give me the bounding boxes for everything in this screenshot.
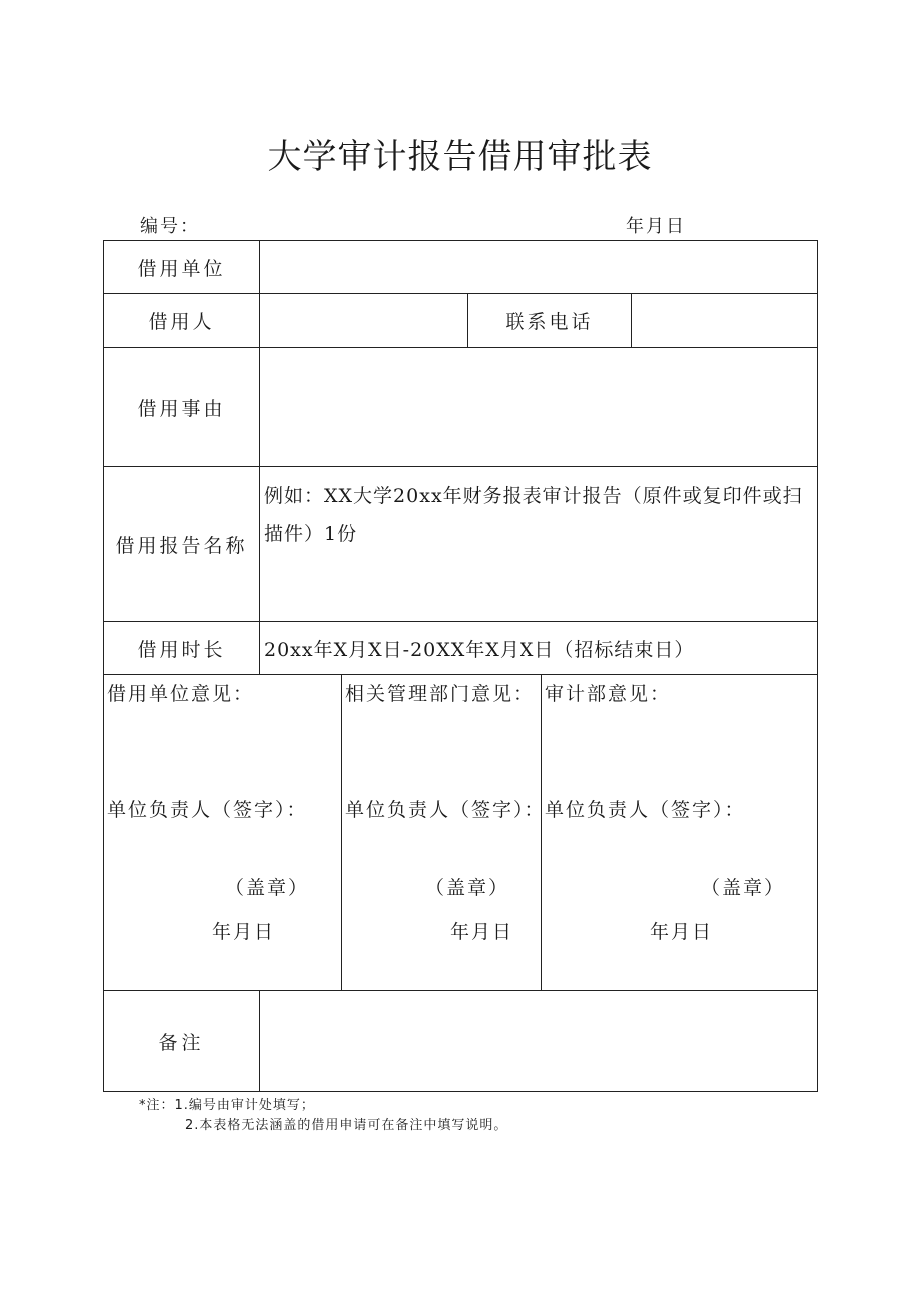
opinion-audit-dept[interactable] <box>542 675 818 991</box>
opinion-borrow-unit[interactable] <box>104 675 342 991</box>
reason-field[interactable] <box>260 348 818 467</box>
row-remarks <box>104 991 818 1092</box>
opinion-heading: 审计部意见： <box>545 683 672 705</box>
seal-label: （盖章） <box>424 877 509 899</box>
row-reason <box>104 348 818 467</box>
footnote-2: 2.本表格无法涵盖的借用申请可在备注中填写说明。 <box>185 1118 508 1133</box>
borrower-label: 借用人 <box>104 294 260 348</box>
borrow-unit-field[interactable] <box>260 241 818 294</box>
row-opinions <box>104 675 818 991</box>
page-title: 大学审计报告借用审批表 <box>267 137 653 177</box>
row-duration <box>104 622 818 675</box>
row-borrower <box>104 294 818 348</box>
phone-field[interactable] <box>632 294 818 348</box>
opinion-date-label: 年月日 <box>212 921 276 943</box>
seal-label: （盖章） <box>700 877 785 899</box>
opinion-management-dept[interactable] <box>342 675 546 991</box>
borrow-unit-label: 借用单位 <box>104 241 260 294</box>
opinion-date-label: 年月日 <box>650 921 714 943</box>
seal-label: （盖章） <box>224 877 309 899</box>
remarks-field[interactable] <box>260 991 818 1092</box>
row-borrow-unit <box>104 241 818 294</box>
opinion-heading: 借用单位意见： <box>107 683 255 705</box>
report-name-field[interactable]: 例如：XX大学20xx年财务报表审计报告（原件或复印件或扫描件）1份 <box>260 467 818 622</box>
borrower-field[interactable] <box>260 294 468 348</box>
remarks-label: 备注 <box>104 991 260 1092</box>
footnote-1: *注：1.编号由审计处填写； <box>139 1098 315 1113</box>
form-date-label: 年月日 <box>626 216 686 237</box>
reason-label: 借用事由 <box>104 348 260 467</box>
row-report-name <box>104 467 818 622</box>
signature-label: 单位负责人（签字）： <box>545 799 746 821</box>
duration-field[interactable]: 20xx年X月X日-20XX年X月X日（招标结束日） <box>260 622 818 675</box>
opinion-date-label: 年月日 <box>450 921 514 943</box>
signature-label: 单位负责人（签字）： <box>345 799 546 821</box>
phone-label: 联系电话 <box>468 294 632 348</box>
opinion-heading: 相关管理部门意见： <box>345 683 535 705</box>
form-number-label: 编号： <box>140 216 200 237</box>
approval-form-table <box>103 240 818 1092</box>
duration-label: 借用时长 <box>104 622 260 675</box>
report-name-label: 借用报告名称 <box>104 467 260 622</box>
signature-label: 单位负责人（签字）： <box>107 799 308 821</box>
